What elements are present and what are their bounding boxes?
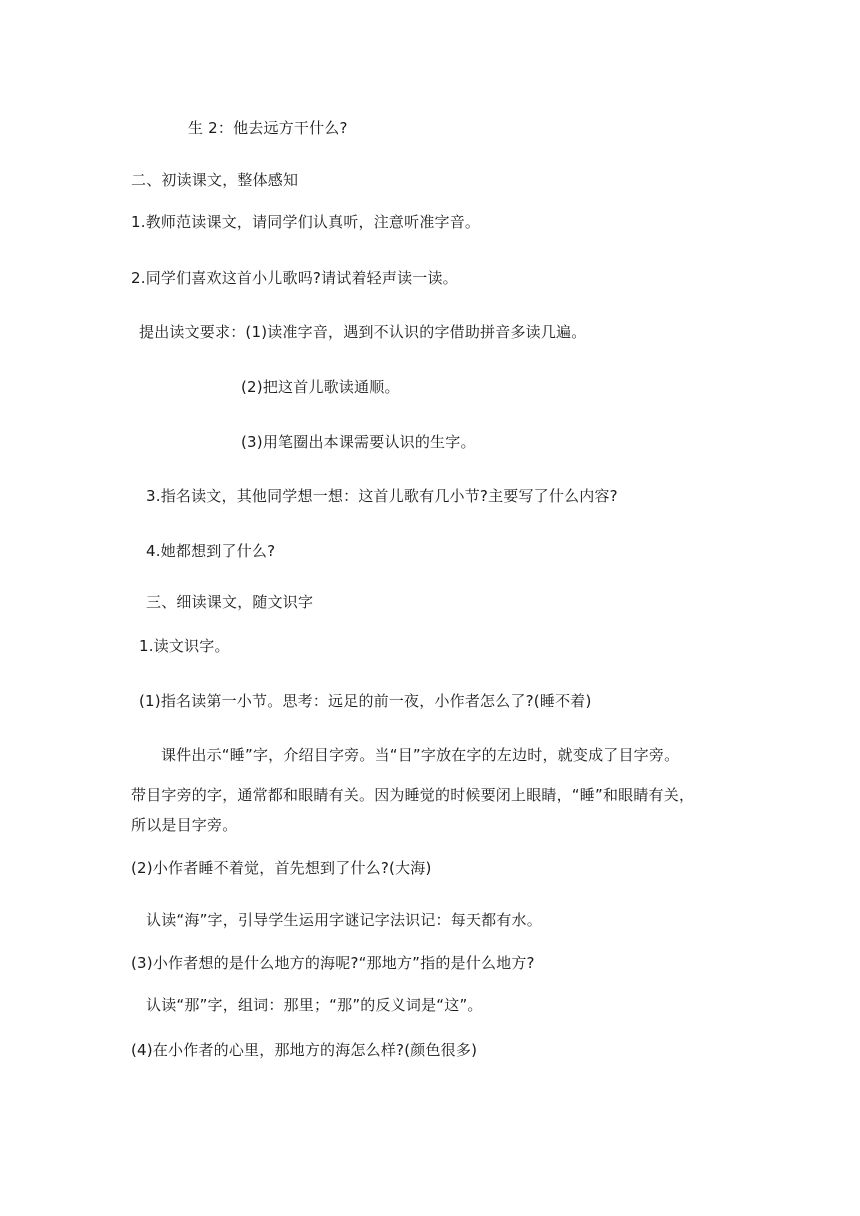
text-line-step-2: 2.同学们喜欢这首小儿歌吗?请试着轻声读一读。 [131,269,458,287]
text-line-courseware-2: 带目字旁的字，通常都和眼睛有关。因为睡觉的时候要闭上眼睛，“睡”和眼睛有关， [131,786,695,804]
section-heading-first-reading: 二、初读课文，整体感知 [131,171,299,189]
text-line-question-3: (3)小作者想的是什么地方的海呢?“那地方”指的是什么地方? [131,954,535,972]
text-line-student-question: 生 2：他去远方干什么? [188,119,348,137]
text-line-recognize-sea: 认读“海”字，引导学生运用字谜记字法识记：每天都有水。 [146,911,542,929]
text-line-courseware-1: 课件出示“睡”字，介绍目字旁。当“目”字放在字的左边时，就变成了目字旁。 [161,746,680,764]
text-line-requirement-2: (2)把这首儿歌读通顺。 [241,378,400,396]
text-line-courseware-3: 所以是目字旁。 [131,816,238,834]
text-line-step-3: 3.指名读文，其他同学想一想：这首儿歌有几小节?主要写了什么内容? [146,487,618,505]
section-heading-close-reading: 三、细读课文，随文识字 [146,593,314,611]
text-line-step-1: 1.教师范读课文，请同学们认真听，注意听准字音。 [131,213,481,231]
text-line-question-1: (1)指名读第一小节。思考：远足的前一夜，小作者怎么了?(睡不着) [139,692,592,710]
text-line-step-4: 4.她都想到了什么? [146,542,276,560]
text-line-requirement-1: 提出读文要求：(1)读准字音，遇到不认识的字借助拼音多读几遍。 [139,323,587,341]
text-line-question-2: (2)小作者睡不着觉，首先想到了什么?(大海) [131,859,432,877]
text-line-question-4: (4)在小作者的心里，那地方的海怎么样?(颜色很多) [131,1041,478,1059]
text-line-recognize-that: 认读“那”字，组词：那里；“那”的反义词是“这”。 [146,996,483,1014]
text-line-requirement-3: (3)用笔圈出本课需要认识的生字。 [241,433,476,451]
text-line-reading-literacy: 1.读文识字。 [139,637,230,655]
